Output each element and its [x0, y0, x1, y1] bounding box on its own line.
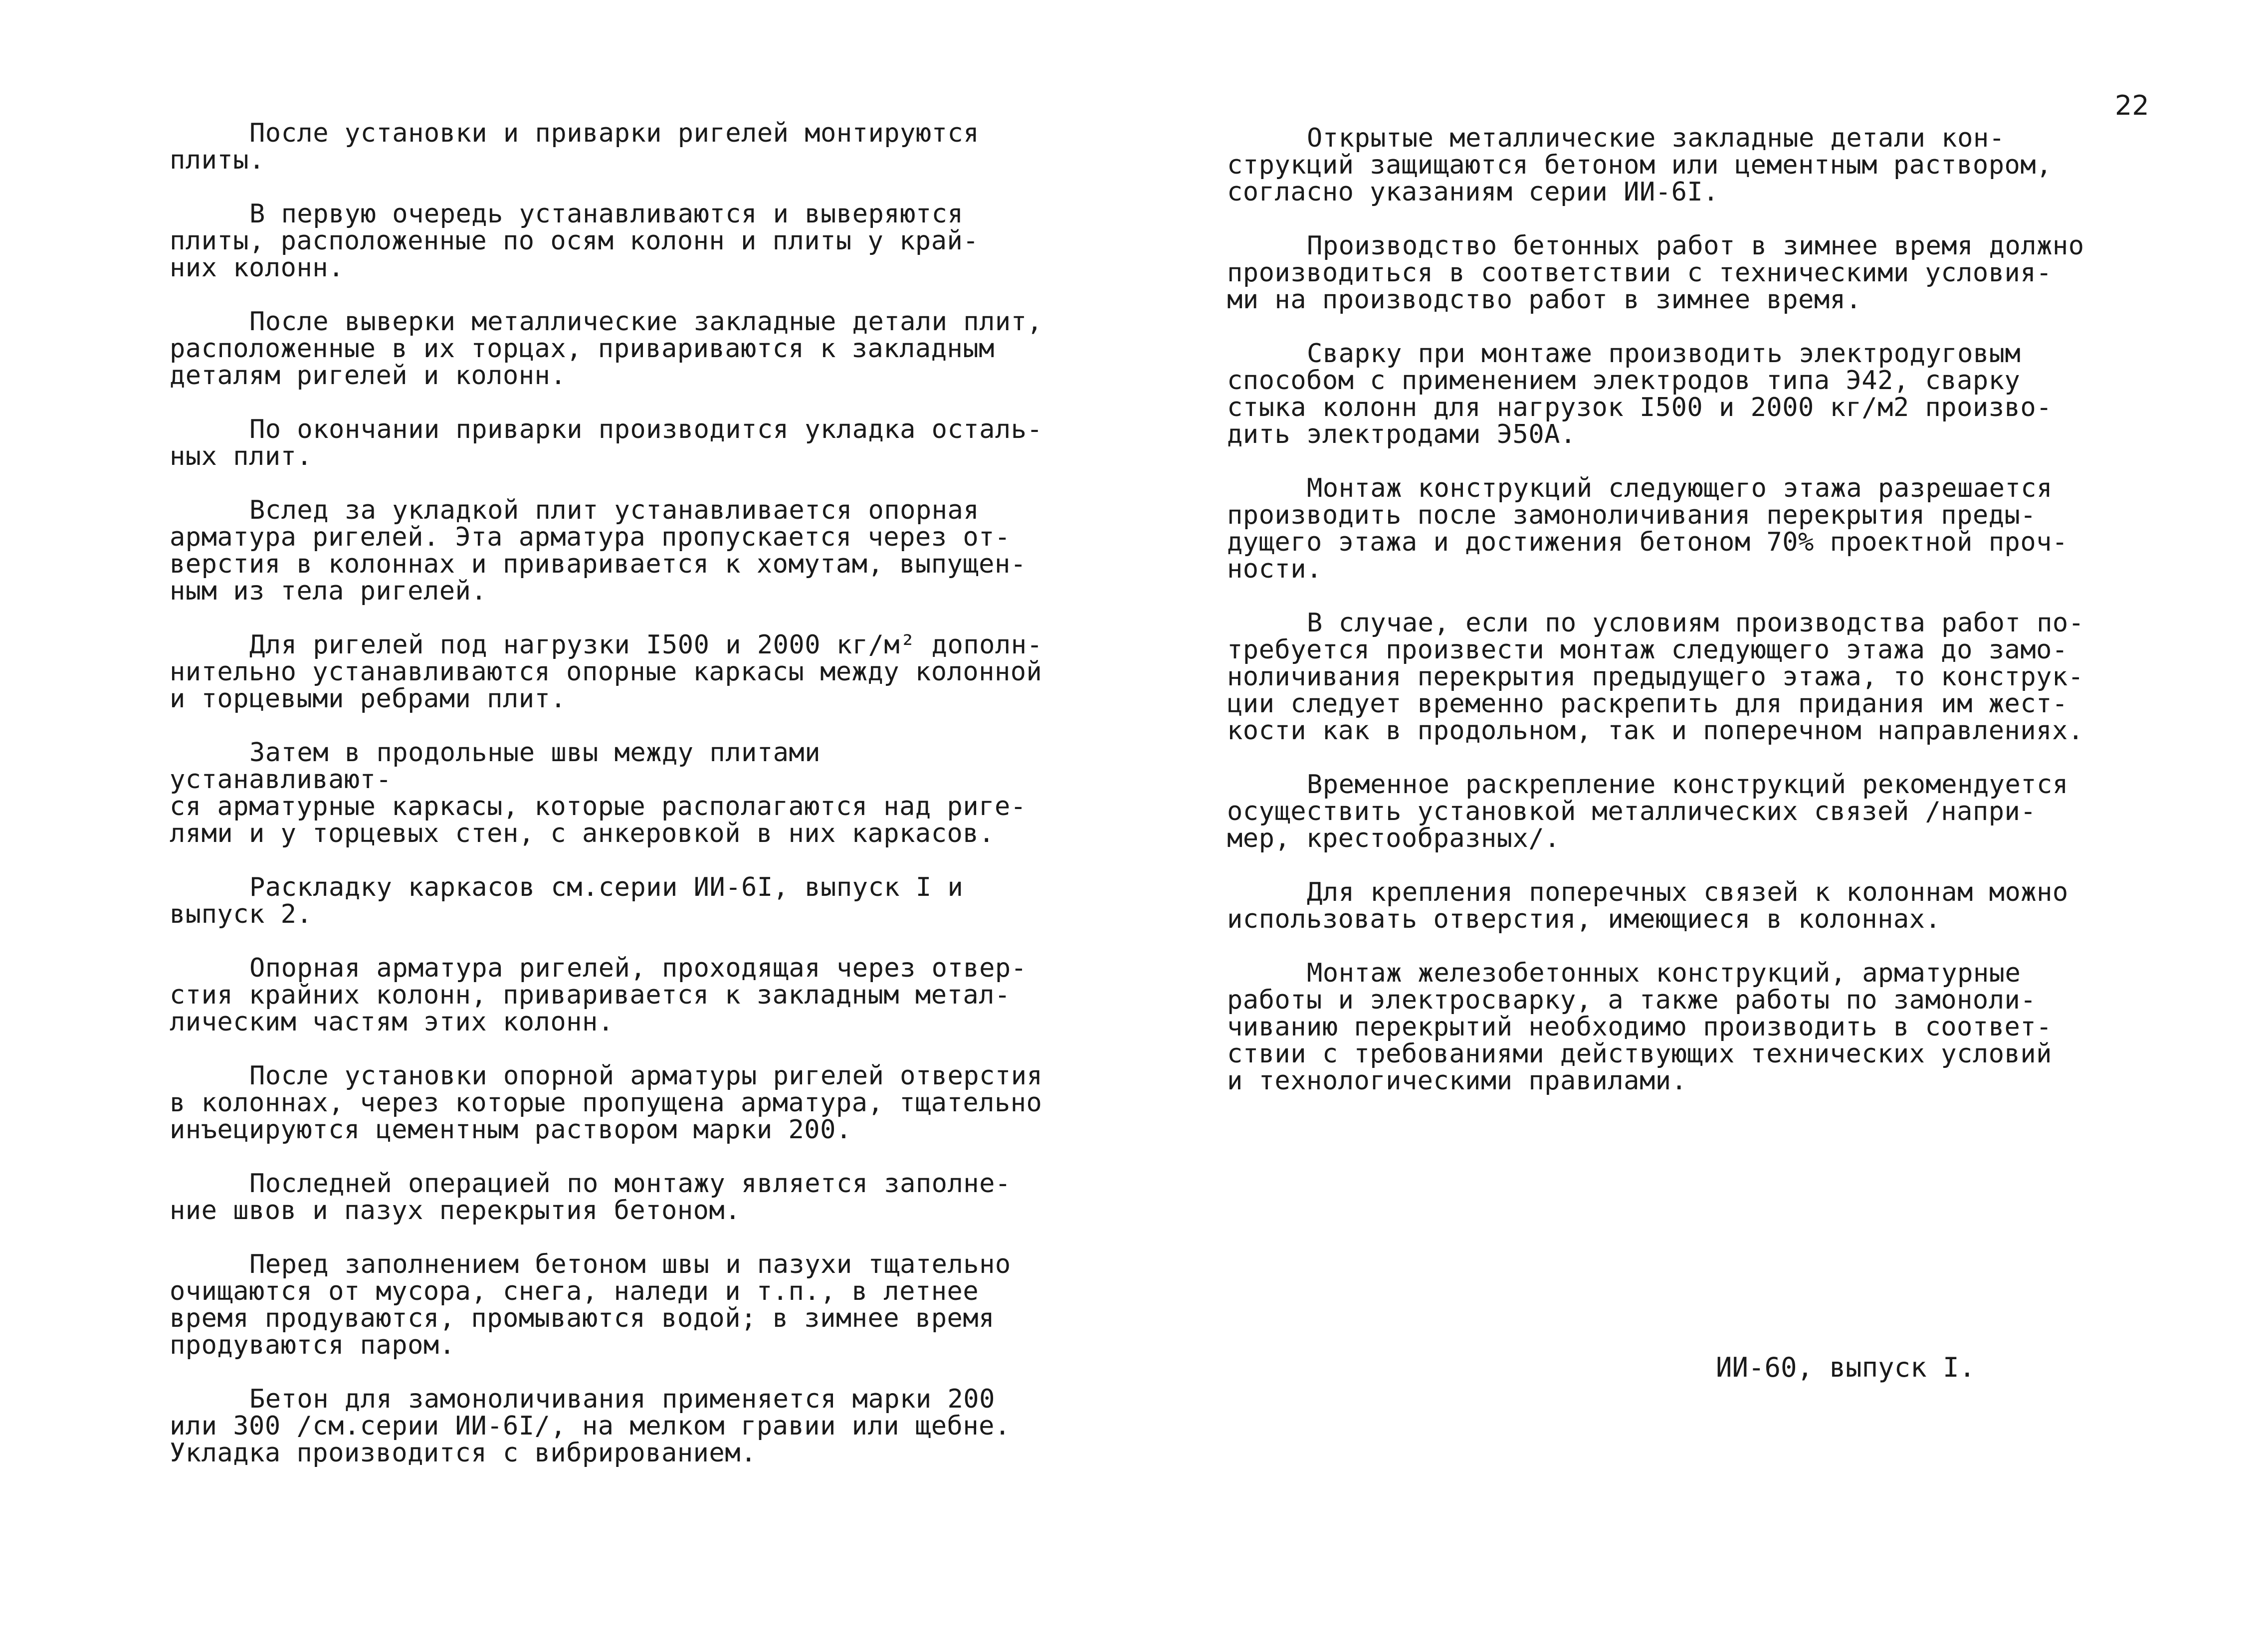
paragraph: После установки опорной арматуры ригелей отверстия в колоннах, через которые пропущена арматура, тщательно инъецируются цементным раствором марки 200. [170, 1061, 1043, 1145]
left-text-column [170, 120, 1047, 1493]
paragraph: Сварку при монтаже производить электродуговым способом с применением электродов типа Э42, сварку стыка колонн для нагрузок I500 и 2000 кг/м2 произво- дить электродами Э50А. [1227, 339, 2052, 449]
paragraph: Временное раскрепление конструкций рекомендуется осуществить установкой металлических связей /напри- мер, крестообразных/. [1227, 770, 2068, 853]
paragraph: Производство бетонных работ в зимнее время должно производиться в соответствии с техническими условия- ми на производство работ в зимнее время. [1227, 231, 2084, 315]
paragraph: Опорная арматура ригелей, проходящая через отвер- стия крайних колонн, приваривается к закладным метал- лическим частям этих колонн. [170, 953, 1027, 1037]
paragraph: Открытые металлические закладные детали кон- струкций защищаются бетоном или цементным раствором, согласно указаниям серии ИИ-6I. [1227, 123, 2052, 207]
paragraph: Последней операцией по монтажу является заполне- ние швов и пазух перекрытия бетоном. [170, 1169, 1011, 1226]
paragraph: Монтаж конструкций следующего этажа разрешается производить после замоноличивания перекрытия преды- дущего этажа и достижения бетоном 70% проектной проч- ности. [1227, 473, 2068, 584]
paragraph: Монтаж железобетонных конструкций, арматурные работы и электросварку, а также работы по замоноли- чиванию перекрытий необходимо производить в соответ- ствии с требованиями действующих технических условий и технологическими правилами. [1227, 958, 2052, 1096]
paragraph: Раскладку каркасов см.серии ИИ-6I, выпуск I и выпуск 2. [170, 872, 964, 929]
paragraph: Бетон для замоноличивания применяется марки 200 или 300 /см.серии ИИ-6I/, на мелком гравии или щебне. Укладка производится с вибрированием. [170, 1384, 1011, 1468]
paragraph: Вслед за укладкой плит устанавливается опорная арматура ригелей. Эта арматура пропускается через от- верстия в колоннах и приваривается к хомутам, выпущен- ным из тела ригелей. [170, 495, 1027, 606]
paragraph: По окончании приварки производится укладка осталь- ных плит. [170, 414, 1043, 471]
right-text-column [1227, 125, 2095, 1121]
page-number: 22 [2115, 90, 2149, 121]
paragraph: Для ригелей под нагрузки I500 и 2000 кг/м² дополн- нительно устанавливаются опорные каркасы между колонной и торцевыми ребрами плит. [170, 630, 1043, 714]
series-footer: ИИ-60, выпуск I. [1716, 1352, 1976, 1383]
paragraph: После установки и приварки ригелей монтируются плиты. [170, 118, 980, 175]
paragraph: После выверки металлические закладные детали плит, расположенные в их торцах, привариваются к закладным деталям ригелей и колонн. [170, 307, 1043, 391]
paragraph: Перед заполнением бетоном швы и пазухи тщательно очищаются от мусора, снега, наледи и т.п., в летнее время продуваются, промываются водой; в зимнее время продуваются паром. [170, 1249, 1011, 1360]
paragraph: В первую очередь устанавливаются и выверяются плиты, расположенные по осям колонн и плиты у край- них колонн. [170, 199, 979, 283]
paragraph: В случае, если по условиям производства работ по- требуется произвести монтаж следующего этажа до замо- ноличивания перекрытия предыдущего этажа, то конструк- ции следует временно раскрепить для придания им жест- кости как в продольном, так и поперечном направлениях. [1227, 608, 2084, 746]
paragraph: Затем в продольные швы между плитами устанавливают- ся арматурные каркасы, которые располагаются над ригe- лями и у торцевых стен, с анкеровкой в них каркасов. [170, 738, 1027, 848]
paragraph: Для крепления поперечных связей к колоннам можно использовать отверстия, имеющиеся в колоннах. [1227, 877, 2068, 934]
